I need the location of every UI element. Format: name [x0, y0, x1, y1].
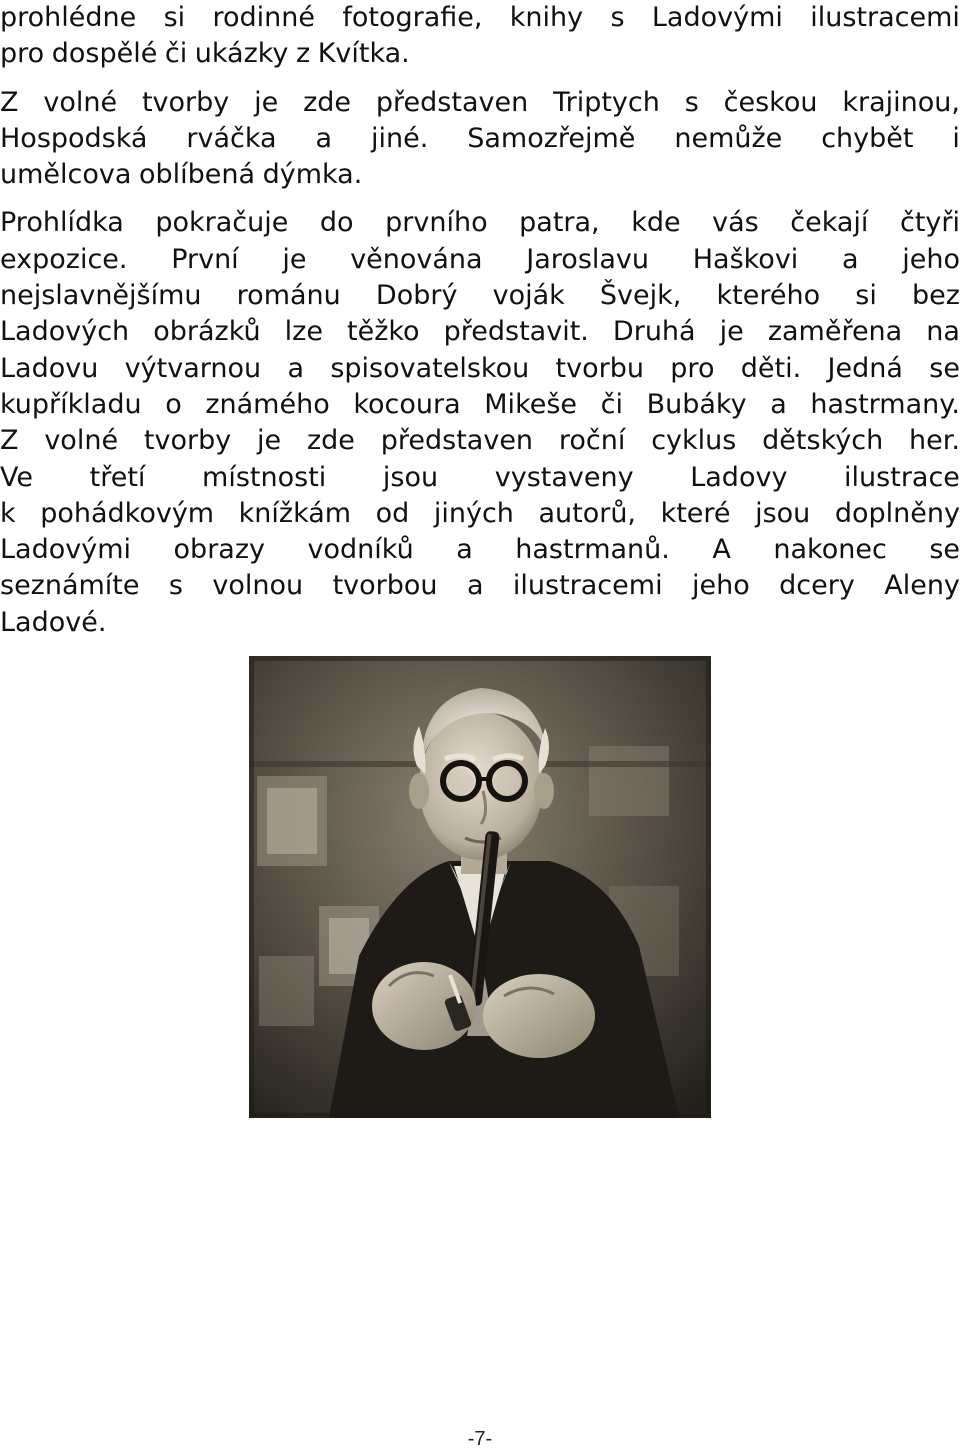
text-line: Ladovu výtvarnou a spisovatelskou tvorbu pro děti. Jedná se: [0, 352, 960, 384]
paragraph-gap: [0, 73, 960, 85]
text-line: seznámíte s volnou tvorbou a ilustracemi jeho dcery Aleny: [0, 570, 960, 602]
text-line: pro dospělé či ukázky z Kvítka.: [0, 38, 410, 70]
paragraph-gap: [0, 193, 960, 205]
portrait-photo: [249, 656, 711, 1118]
text-line: kupříkladu o známého kocoura Mikeše či Bubáky a hastrmany.: [0, 388, 960, 420]
text-line: Prohlídka pokračuje do prvního patra, kde vás čekají čtyři: [0, 207, 960, 239]
text-line: expozice. První je věnována Jaroslavu Haškovi a jeho: [0, 243, 960, 275]
text-line: Z volné tvorby je zde představen Triptych s českou krajinou,: [0, 86, 960, 118]
paragraph-first-floor: [0, 205, 960, 641]
text-line: k pohádkovým knížkám od jiných autorů, které jsou doplněny: [0, 497, 960, 529]
page-number: -7-: [467, 1428, 493, 1450]
text-line: nejslavnějšímu románu Dobrý voják Švejk, kterého si bez: [0, 280, 960, 312]
text-line: Hospodská rváčka a jiné. Samozřejmě nemůže chybět i: [0, 122, 960, 154]
body-text: [0, 0, 960, 641]
text-line: umělcova oblíbená dýmka.: [0, 159, 363, 191]
paragraph-free-works: [0, 85, 960, 194]
text-line: Ladových obrázků lze těžko představit. Druhá je zaměřena na: [0, 316, 960, 348]
portrait-photo-icon: [249, 656, 711, 1118]
text-line: Ladové.: [0, 606, 107, 638]
text-line: prohlédne si rodinné fotografie, knihy s Ladovými ilustracemi: [0, 2, 960, 33]
text-line: Z volné tvorby je zde představen roční cyklus dětských her.: [0, 425, 960, 457]
paragraph-intro: [0, 0, 960, 73]
text-line: Ve třetí místnosti jsou vystaveny Ladovy ilustrace: [0, 461, 960, 493]
text-line: Ladovými obrazy vodníků a hastrmanů. A nakonec se: [0, 534, 960, 566]
